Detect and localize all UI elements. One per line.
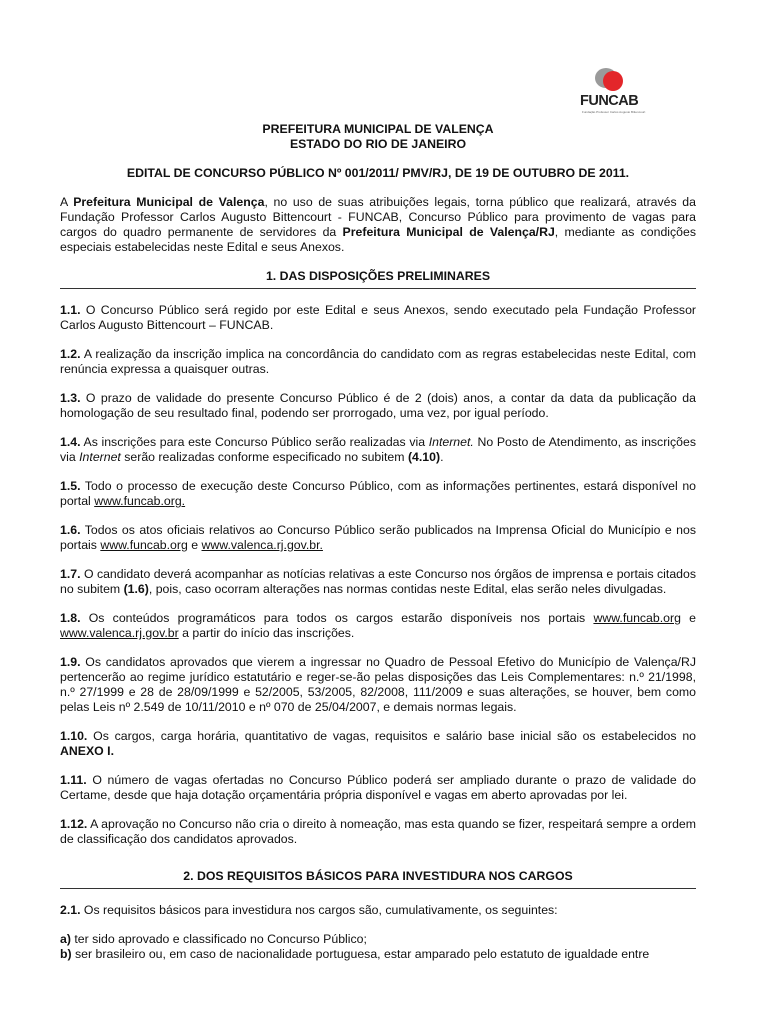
valenca-link[interactable]: www.valenca.rj.gov.br: [60, 626, 179, 640]
list-item-b: b) ser brasileiro ou, em caso de nacionalidade portuguesa, estar amparado pelo estatuto de igualdade entre: [60, 947, 650, 961]
paragraph-1-5: 1.5. Todo o processo de execução deste Concurso Público, com as informações pertinentes, estará disponível no portal www.funcab.org.: [60, 479, 696, 508]
funcab-link[interactable]: www.funcab.org: [593, 611, 681, 625]
intro-paragraph: A Prefeitura Municipal de Valença, no uso de suas atribuições legais, torna público que realizará, através da Fundação Professor Carlos Augusto Bittencourt - FUNCAB, Concurso Público para provimento de vagas para cargos do quadro permanente de servidores da Prefeitura Municipal de Valença/RJ, mediante as condições especiais estabelecidas neste Edital e seus Anexos.: [60, 195, 696, 254]
edital-title: EDITAL DE CONCURSO PÚBLICO Nº 001/2011/ PMV/RJ, DE 19 DE OUTUBRO DE 2011.: [126, 166, 630, 180]
funcab-link[interactable]: www.funcab.org: [100, 538, 188, 552]
paragraph-1-9: 1.9. Os candidatos aprovados que vierem a ingressar no Quadro de Pessoal Efetivo do Município de Valença/RJ pertencerão ao regime jurídico estatutário e reger-se-ão pelas disposições das Leis Complementares: n.º 21/1998, n.º 27/1999 e 28 de 28/09/1999 e 52/2005, 53/2005, 82/2008, 111/2009 e suas alterações, se houver, bem como pelas Leis nº 2.549 de 10/11/2010 e nº 070 de 25/04/2007, e demais normas legais.: [60, 655, 696, 714]
paragraph-1-3: 1.3. O prazo de validade do presente Concurso Público é de 2 (dois) anos, a contar da data da publicação da homologação de seu resultado final, podendo ser prorrogado, uma vez, por igual período.: [60, 391, 696, 420]
document-body: [60, 122, 696, 962]
logo-mark-icon: [594, 66, 624, 94]
paragraph-2-1: 2.1. Os requisitos básicos para investidura nos cargos são, cumulativamente, os seguintes:: [60, 903, 558, 917]
valenca-link[interactable]: www.valenca.rj.gov.br.: [201, 538, 323, 552]
section-1-title: 1. DAS DISPOSIÇÕES PRELIMINARES: [60, 269, 696, 289]
header-line-2: ESTADO DO RIO DE JANEIRO: [289, 137, 467, 151]
paragraph-1-2: 1.2. A realização da inscrição implica na concordância do candidato com as regras estabelecidas neste Edital, com renúncia expressa a quaisquer outras.: [60, 347, 696, 376]
paragraph-1-6: 1.6. Todos os atos oficiais relativos ao Concurso Público serão publicados na Imprensa Oficial do Município e nos portais www.funcab.org e www.valenca.rj.gov.br.: [60, 523, 696, 552]
paragraph-1-12: 1.12. A aprovação no Concurso não cria o direito à nomeação, mas esta quando se fizer, respeitará sempre a ordem de classificação dos candidatos aprovados.: [60, 817, 696, 846]
section-2-title: 2. DOS REQUISITOS BÁSICOS PARA INVESTIDURA NOS CARGOS: [60, 869, 696, 889]
funcab-logo: [580, 66, 646, 118]
paragraph-1-11: 1.11. O número de vagas ofertadas no Concurso Público poderá ser ampliado durante o prazo de validade do Certame, desde que haja dotação orçamentária própria disponível e vagas em aberto aprovadas por lei.: [60, 773, 696, 802]
logo-text: FUNCAB: [580, 93, 639, 109]
logo-subtext: Fundação Professor Carlos Augusto Bittencourt: [582, 110, 646, 114]
paragraph-1-1: 1.1. O Concurso Público será regido por este Edital e seus Anexos, sendo executado pela Fundação Professor Carlos Augusto Bittencourt – FUNCAB.: [60, 303, 696, 332]
list-item-a: a) ter sido aprovado e classificado no Concurso Público;: [60, 932, 367, 946]
funcab-link[interactable]: www.funcab.org.: [94, 494, 186, 508]
paragraph-1-8: 1.8. Os conteúdos programáticos para todos os cargos estarão disponíveis nos portais www.funcab.org e www.valenca.rj.gov.br a partir do início das inscrições.: [60, 611, 696, 640]
paragraph-1-10: 1.10. Os cargos, carga horária, quantitativo de vagas, requisitos e salário base inicial são os estabelecidos no ANEXO I.: [60, 729, 696, 758]
paragraph-1-4: 1.4. As inscrições para este Concurso Público serão realizadas via Internet. No Posto de Atendimento, as inscrições via Internet serão realizadas conforme especificado no subitem (4.10).: [60, 435, 697, 464]
header-line-1: PREFEITURA MUNICIPAL DE VALENÇA: [262, 122, 494, 136]
paragraph-1-7: 1.7. O candidato deverá acompanhar as notícias relativas a este Concurso nos órgãos de imprensa e portais citados no subitem (1.6), pois, caso ocorram alterações nas normas contidas neste Edital, elas serão neles divulgadas.: [60, 567, 696, 596]
